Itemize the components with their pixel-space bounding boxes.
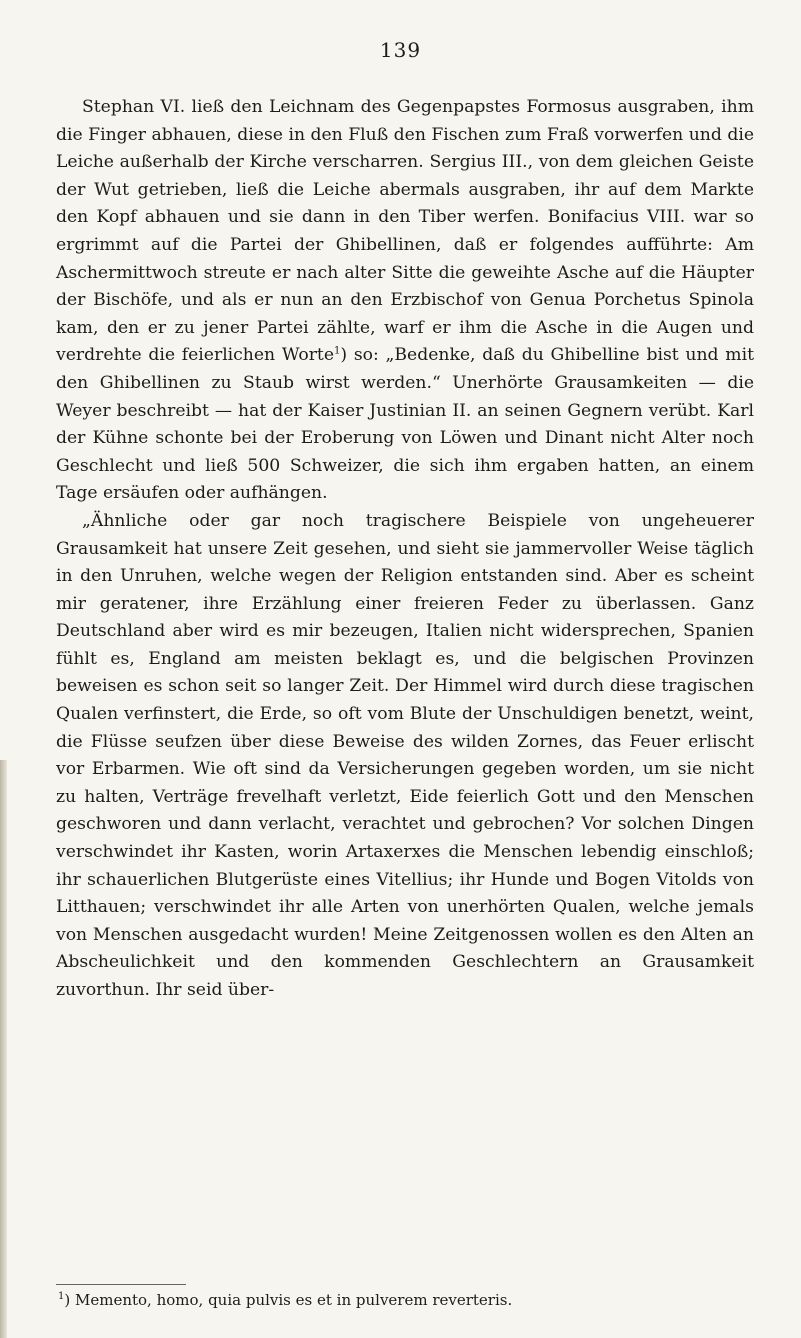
paragraph-1: Stephan VI. ließ den Leichnam des Gegenpapstes Formosus ausgraben, ihm die Finger abhauen, diese in den Fluß den Fischen zum Fraß vorwerfen und die Leiche außerhalb der Kirche verscharren. Sergius III., von dem gleichen Geiste der Wut getrieben, ließ die Leiche abermals ausgraben, ihr auf dem Markte den Kopf abhauen und sie dann in den Tiber werfen. Bonifacius VIII. war so ergrimmt auf die Partei der Ghibellinen, daß er folgendes aufführte: Am Aschermittwoch streute er nach alter Sitte die geweihte Asche auf die Häupter der Bischöfe, und als er nun an den Erzbischof von Genua Porchetus Spinola kam, den er zu jener Partei zählte, warf er ihm die Asche in die Augen und verdrehte die feierlichen Worte$^1$) so: „Bedenke, daß du Ghibelline bist und mit den Ghibellinen zu Staub wirst werden.“ Unerhörte Grausamkeiten — die Weyer beschreibt — hat der Kaiser Justinian II. an seinen Gegnern verübt. Karl der Kühne schonte bei der Eroberung von Löwen und Dinant nicht Alter noch Geschlecht und ließ 500 Schweizer, die sich ihm ergaben hatten, an einem Tage ersäufen oder aufhängen. <box>56 97 754 504</box>
footnote-text: ) Memento, homo, quia pulvis es et in pulverem reverteris. <box>64 1291 513 1309</box>
paragraph-2: „Ähnliche oder gar noch tragischere Beispiele von ungeheuerer Grausamkeit hat unsere Zeit gesehen, und sieht sie jammervoller Weise täglich in den Unruhen, welche wegen der Religion entstanden sind. Aber es scheint mir geratener, ihre Erzählung einer freieren Feder zu überlassen. Ganz Deutschland aber wird es mir bezeugen, Italien nicht widersprechen, Spanien fühlt es, England am meisten beklagt es, und die belgischen Provinzen beweisen es schon seit so langer Zeit. Der Himmel wird durch diese tragischen Qualen verfinstert, die Erde, so oft vom Blute der Unschuldigen benetzt, weint, die Flüsse seufzen über diese Beweise des wilden Zornes, das Feuer erlischt vor Erbarmen. Wie oft sind da Versicherungen gegeben worden, um sie nicht zu halten, Verträge frevelhaft verletzt, Eide feierlich Gott und den Menschen geschworen und dann verlacht, verachtet und gebrochen? Vor solchen Dingen verschwindet ihr Kasten, worin Artaxerxes die Menschen lebendig einschloß; ihr schauerlichen Blutgerüste eines Vitellius; ihr Hunde und Bogen Vitolds von Litthauen; verschwindet ihr alle Arten von unerhörten Qualen, welche jemals von Menschen ausgedacht wurden! Meine Zeitgenossen wollen es den Alten an Abscheulichkeit und den kommenden Geschlechtern an Grausamkeit zuvorthun. Ihr seid über- <box>56 510 754 1000</box>
footnote-divider <box>56 1284 186 1285</box>
footnote-reference: 1 <box>334 345 341 357</box>
body-text <box>56 94 754 1005</box>
paragraph-1-text: Stephan VI. ließ den Leichnam des Gegenpapstes Formosus ausgraben, ihm die Finger abhauen, diese in den Fluß den Fischen zum Fraß vorwerfen und die Leiche außerhalb der Kirche verscharren. Sergius III., von dem gleichen Geiste der Wut getrieben, ließ die Leiche abermals ausgraben, ihr auf dem Markte den Kopf abhauen und sie dann in den Tiber werfen. Bonifacius VIII. war so ergrimmt auf die Partei der Ghibellinen, daß er folgendes aufführte: Am Aschermittwoch streute er nach alter Sitte die geweihte Asche auf die Häupter der Bischöfe, und als er nun an den Erzbischof von Genua Porchetus Spinola kam, den er zu jener Partei zählte, warf er ihm die Asche in die Augen und verdrehte die feierlichen Worte <box>56 97 754 366</box>
paragraph-1-continuation: so: „Bedenke, daß du Ghibelline bist und mit den Ghibellinen zu Staub wirst werden.“ Unerhörte Grausamkeiten — die Weyer beschreibt — hat der Kaiser Justinian II. an seinen Gegnern verübt. Karl der Kühne schonte bei der Eroberung von Löwen und Dinant nicht Alter noch Geschlecht und ließ 500 Schweizer, die sich ihm ergaben hatten, an einem Tage ersäufen oder aufhängen. <box>56 345 754 504</box>
page-number: 139 <box>379 38 422 62</box>
footnote <box>58 1290 758 1310</box>
scan-shadow-edge <box>0 760 7 1338</box>
footnote-marker: 1 <box>58 1291 65 1302</box>
